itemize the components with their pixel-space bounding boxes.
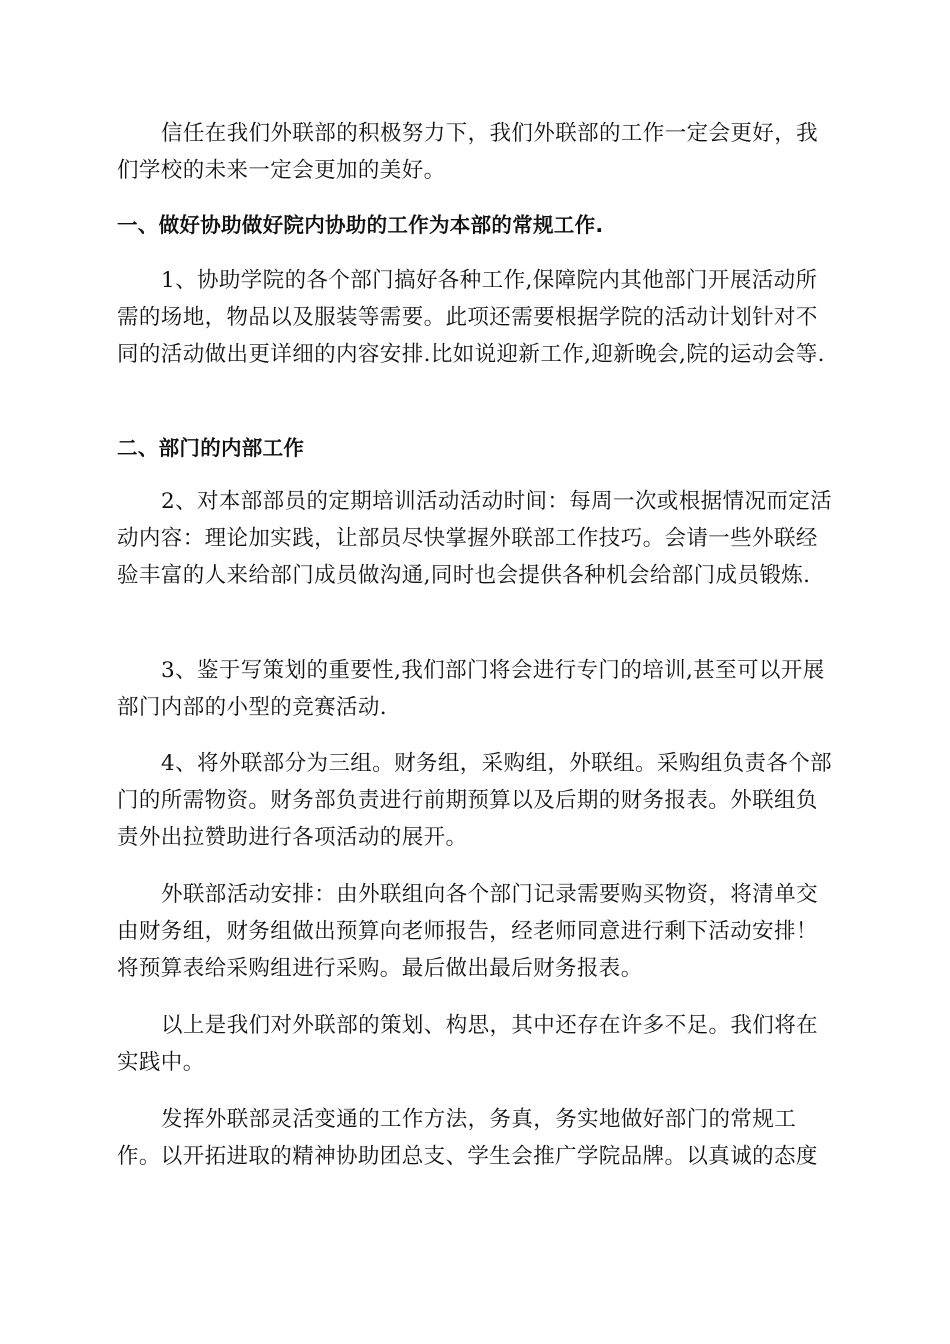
section-heading-1: 一、做好协助做好院内协助的工作为本部的常规工作. bbox=[117, 213, 604, 237]
item-3-paragraph: 3、鉴于写策划的重要性,我们部门将会进行专门的培训,甚至可以开展部门内部的小型的竞赛活动. bbox=[117, 658, 825, 720]
item-2-paragraph: 2、对本部部员的定期培训活动活动时间：每周一次或根据情况而定活动内容：理论加实践，让部员尽快掌握外联部工作技巧。会请一些外联经验丰富的人来给部门成员做沟通,同时也会提供各种机会给部门成员锻炼. bbox=[117, 489, 833, 588]
intro-paragraph: 信任在我们外联部的积极努力下，我们外联部的工作一定会更好，我们学校的未来一定会更加的美好。 bbox=[117, 121, 819, 183]
activity-arrangement-paragraph: 外联部活动安排：由外联组向各个部门记录需要购买物资，将清单交由财务组，财务组做出预算向老师报告，经老师同意进行剩下活动安排！将预算表给采购组进行采购。最后做出最后财务报表。 bbox=[117, 882, 819, 981]
item-1-paragraph: 1、协助学院的各个部门搞好各种工作,保障院内其他部门开展活动所需的场地，物品以及服装等需要。此项还需要根据学院的活动计划针对不同的活动做出更详细的内容安排.比如说迎新工作,迎新晚会,院的运动会等. bbox=[117, 268, 825, 367]
summary-paragraph: 以上是我们对外联部的策划、构思，其中还存在许多不足。我们将在实践中。 bbox=[117, 1013, 819, 1075]
item-4-paragraph: 4、将外联部分为三组。财务组，采购组，外联组。采购组负责各个部门的所需物资。财务部负责进行前期预算以及后期的财务报表。外联组负责外出拉赞助进行各项活动的展开。 bbox=[117, 751, 833, 850]
closing-paragraph: 发挥外联部灵活变通的工作方法，务真，务实地做好部门的常规工作。以开拓进取的精神协助团总支、学生会推广学院品牌。以真诚的态度 bbox=[117, 1107, 818, 1169]
section-heading-2: 二、部门的内部工作 bbox=[117, 436, 305, 460]
